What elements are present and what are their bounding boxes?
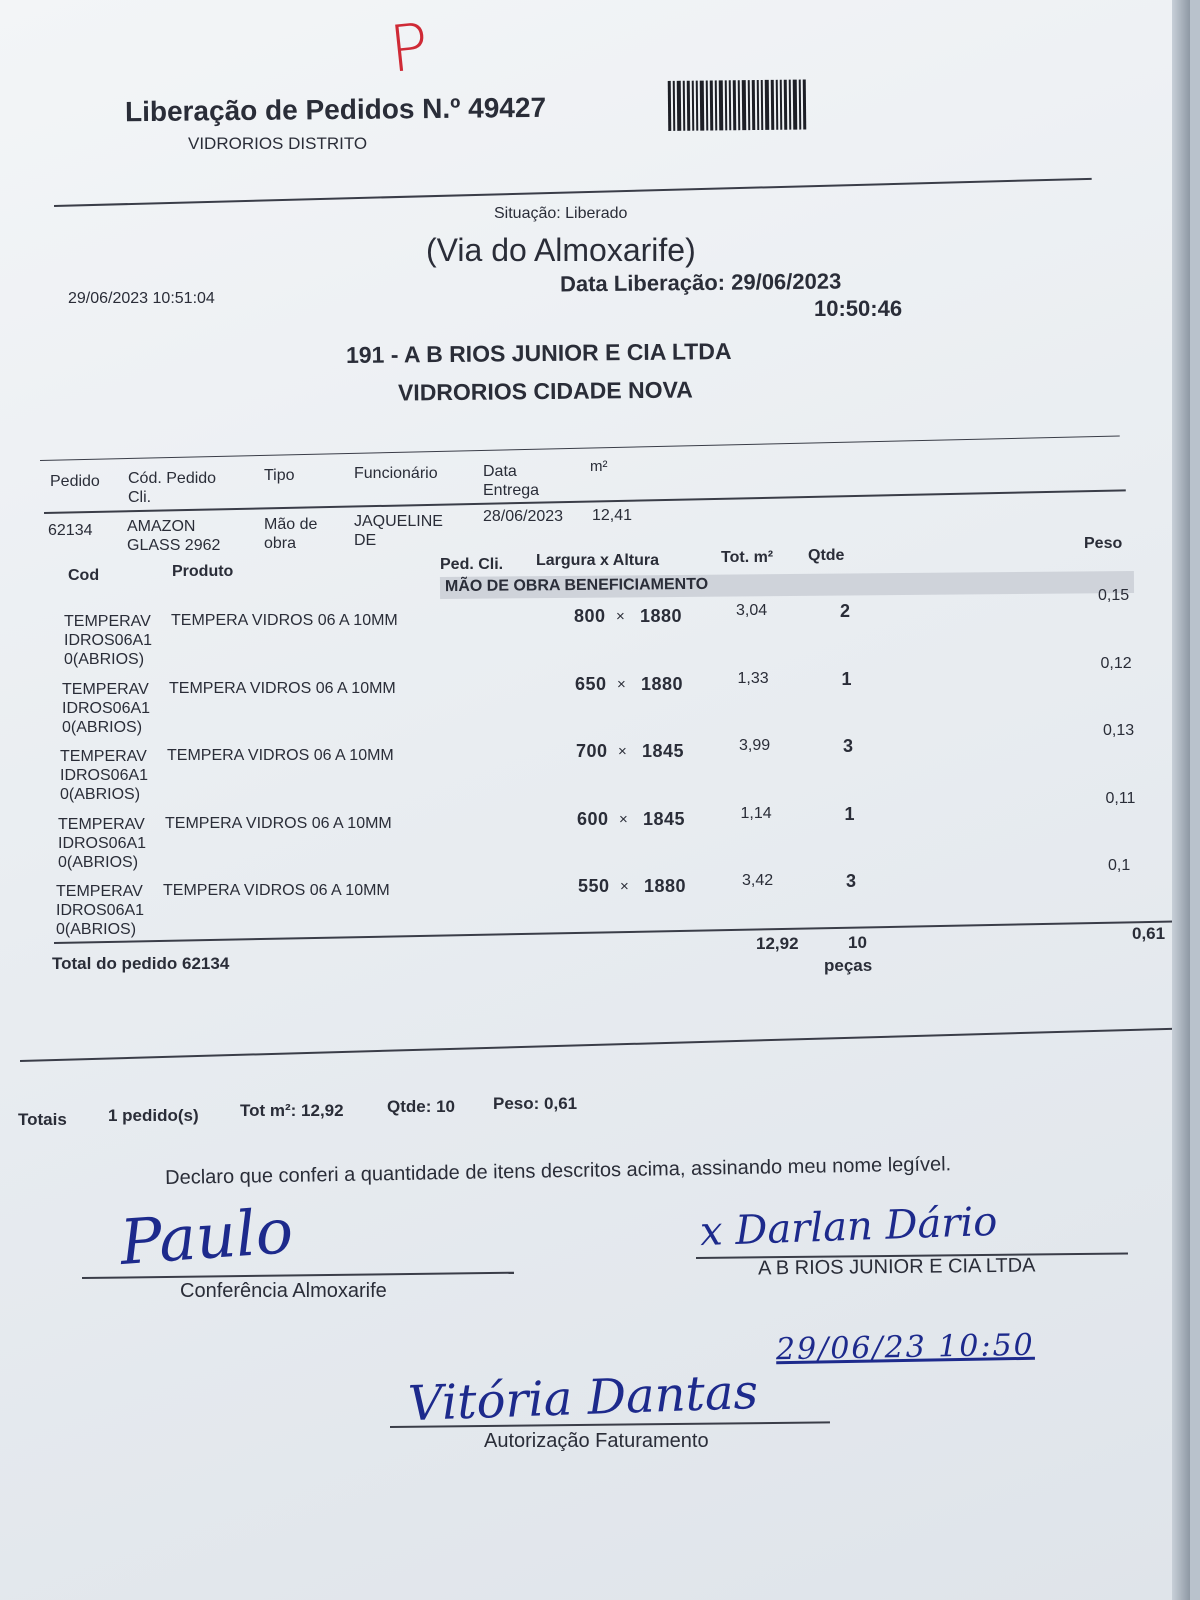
order-funcionario: JAQUELINE DE [354, 513, 443, 549]
item-produto: TEMPERA VIDROS 06 A 10MM [165, 814, 392, 832]
company-label: A B RIOS JUNIOR E CIA LTDA [757, 1254, 1036, 1280]
item-tot-m2: 3,99 [739, 737, 771, 754]
dimension-separator: × [616, 608, 625, 625]
item-tot-m2: 3,42 [742, 872, 774, 889]
item-cod: TEMPERAV IDROS06A1 0(ABRIOS) [62, 680, 151, 736]
dimension-separator: × [620, 878, 629, 895]
status-situacao: Situação: Liberado [494, 205, 628, 222]
order-pedido: 62134 [48, 522, 93, 539]
declaration-text: Declaro que conferi a quantidade de itens descritos acima, assinando meu nome legível. [165, 1153, 952, 1189]
item-tot-m2: 3,04 [736, 602, 768, 619]
totals-pedidos: 1 pedido(s) [108, 1106, 199, 1125]
col-tipo: Tipo [264, 467, 295, 484]
item-cod: TEMPERAV IDROS06A1 0(ABRIOS) [64, 613, 153, 668]
handwritten-mark: P [386, 10, 433, 88]
order-cod-pedido: AMAZON GLASS 2962 [127, 518, 221, 554]
item-largura: 550 [578, 876, 610, 896]
item-qtde: 3 [846, 871, 857, 891]
item-altura: 1845 [642, 741, 685, 761]
item-produto: TEMPERA VIDROS 06 A 10MM [163, 882, 390, 899]
totals-peso: Peso: 0,61 [493, 1094, 578, 1113]
via-label: (Via do Almoxarife) [426, 232, 696, 268]
barcode [668, 79, 849, 131]
item-peso: 0,15 [1098, 587, 1130, 604]
handwritten-date: 29/06/23 10:50 [775, 1327, 1036, 1368]
col-funcionario: Funcionário [354, 465, 438, 482]
order-total-label: Total do pedido 62134 [52, 954, 230, 973]
order-tipo: Mão de obra [264, 516, 318, 552]
items-col-qtde: Qtde [808, 547, 845, 564]
order-total-unit: peças [824, 956, 873, 975]
item-largura: 800 [574, 606, 606, 626]
totals-m2: Tot m²: 12,92 [240, 1101, 344, 1120]
order-data-entrega: 28/06/2023 [483, 508, 564, 525]
dimension-separator: × [619, 810, 628, 828]
order-m2: 12,41 [592, 507, 633, 524]
items-col-largura-altura: Largura x Altura [536, 552, 659, 569]
conferencia-signature: Paulo [117, 1194, 296, 1279]
document-title: Liberação de Pedidos N.º 49427 [124, 91, 547, 128]
item-qtde: 1 [841, 668, 852, 689]
totals-label: Totais [18, 1110, 67, 1129]
faturamento-signature: Vitória Dantas [407, 1363, 759, 1433]
document-subtitle: VIDRORIOS DISTRITO [188, 134, 368, 153]
printed-datetime: 29/06/2023 10:51:04 [68, 290, 215, 307]
item-cod: TEMPERAV IDROS06A1 0(ABRIOS) [56, 883, 145, 938]
header-divider [54, 178, 1092, 207]
client-divider [40, 435, 1120, 461]
order-total-m2: 12,92 [756, 934, 799, 953]
item-altura: 1880 [641, 673, 684, 694]
faturamento-label: Autorização Faturamento [484, 1430, 709, 1452]
dimension-separator: × [618, 743, 627, 760]
order-total-peso: 0,61 [1132, 924, 1166, 943]
item-produto: TEMPERA VIDROS 06 A 10MM [171, 612, 398, 629]
client-name: 191 - A B RIOS JUNIOR E CIA LTDA [345, 337, 732, 369]
items-col-produto: Produto [172, 563, 234, 580]
item-cod: TEMPERAV IDROS06A1 0(ABRIOS) [58, 815, 147, 871]
item-peso: 0,1 [1108, 857, 1131, 874]
items-col-tot-m2: Tot. m² [721, 549, 774, 566]
item-peso: 0,13 [1103, 722, 1135, 739]
item-largura: 600 [577, 808, 609, 829]
col-pedido: Pedido [50, 473, 100, 490]
col-m2: m² [590, 458, 608, 475]
item-qtde: 3 [843, 736, 854, 756]
item-tot-m2: 1,14 [740, 804, 772, 822]
data-liberacao: Data Liberação: 29/06/2023 [559, 268, 842, 297]
col-cod-pedido: Cód. Pedido Cli. [128, 470, 217, 506]
item-altura: 1880 [644, 876, 687, 896]
item-tot-m2: 1,33 [737, 669, 769, 687]
items-col-peso: Peso [1084, 535, 1123, 552]
item-produto: TEMPERA VIDROS 06 A 10MM [167, 747, 394, 764]
hora-liberacao: 10:50:46 [814, 296, 903, 321]
item-qtde: 1 [844, 803, 855, 824]
item-peso: 0,11 [1105, 789, 1136, 807]
page-edge-shadow [1172, 0, 1190, 1600]
section-label: MÃO DE OBRA BENEFICIAMENTO [444, 575, 709, 596]
item-largura: 650 [575, 673, 607, 694]
totals-qtde: Qtde: 10 [387, 1097, 456, 1116]
item-largura: 700 [576, 741, 608, 761]
company-signature: x Darlan Dário [699, 1198, 999, 1256]
client-store: VIDRORIOS CIDADE NOVA [397, 376, 693, 406]
item-altura: 1880 [640, 606, 683, 626]
item-qtde: 2 [840, 601, 851, 621]
item-produto: TEMPERA VIDROS 06 A 10MM [169, 679, 396, 697]
col-data-entrega: Data Entrega [483, 463, 540, 499]
order-total-qtde: 10 [848, 933, 867, 952]
items-col-ped-cli: Ped. Cli. [440, 556, 504, 573]
conferencia-label: Conferência Almoxarife [180, 1280, 387, 1302]
summary-divider [20, 1027, 1190, 1062]
item-cod: TEMPERAV IDROS06A1 0(ABRIOS) [60, 748, 149, 803]
items-col-cod: Cod [68, 567, 100, 584]
items-total-divider [54, 920, 1174, 944]
item-peso: 0,12 [1100, 654, 1132, 672]
dimension-separator: × [617, 675, 626, 693]
item-altura: 1845 [643, 808, 686, 829]
